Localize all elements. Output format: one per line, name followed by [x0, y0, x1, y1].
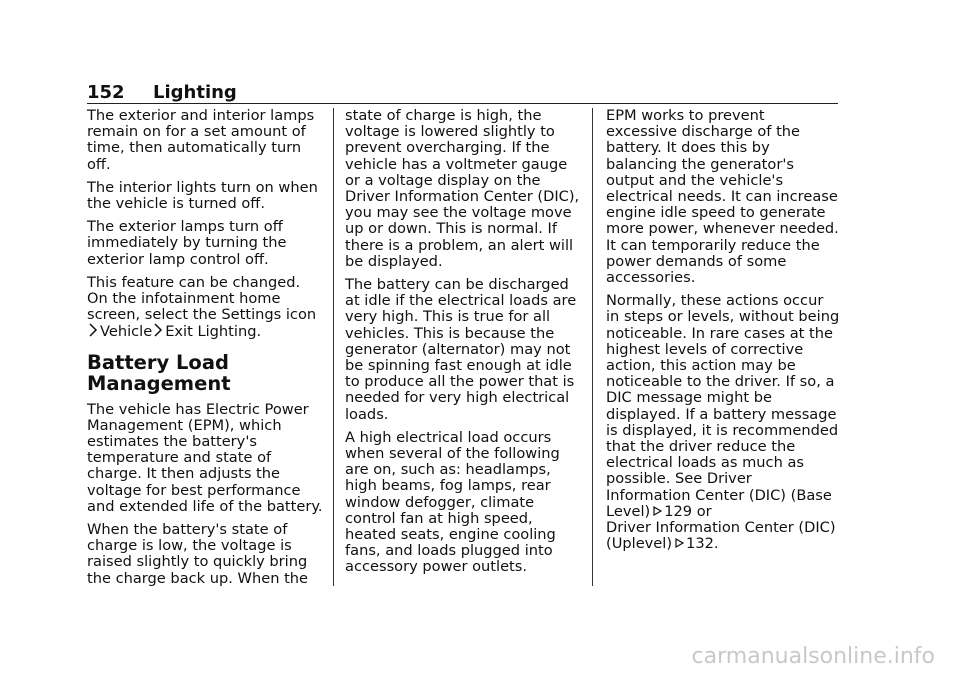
- paragraph: state of charge is high, the voltage is lowered slightly to prevent overcharging. If the vehicle has a voltmeter gauge or a voltage display on the Driver Information Center (DIC), you may see the voltage move up or down. This is normal. If there is a problem, an alert will be displayed.: [345, 107, 580, 270]
- section-title: Lighting: [153, 82, 237, 103]
- page-reference-icon: [675, 538, 684, 548]
- page-reference-icon: [653, 506, 662, 516]
- paragraph: The exterior lamps turn off immediately by turning the exterior lamp control off.: [87, 218, 287, 268]
- watermark: carmanualsonline.info: [691, 644, 935, 669]
- paragraph: When the battery's state of charge is low, the voltage is raised slightly to quickly bring the charge back up. When the: [87, 521, 309, 587]
- paragraph-text: This feature can be changed. On the infotainment home screen, select the Settings icon: [87, 273, 317, 324]
- page-number: 152: [87, 82, 125, 103]
- menu-path-exit-lighting: Exit Lighting.: [165, 323, 262, 341]
- chevron-right-icon: [153, 323, 163, 337]
- column-1: [87, 108, 325, 594]
- paragraph: EPM works to prevent excessive discharge of the battery. It does this by balancing the generator's output and the vehicle's electrical needs. It can increase engine idle speed to generate more power, whenever needed. It can temporarily reduce the power demands of some accessories.: [606, 107, 839, 287]
- paragraph: A high electrical load occurs when several of the following are on, such as: headlamps, high beams, fog lamps, rear window defogger, climate control fan at high speed, heated seats, engine cooling fans, and loads plugged into accessory power outlets.: [345, 428, 560, 576]
- paragraph: The vehicle has Electric Power Management (EPM), which estimates the battery's temperature and state of charge. It then adjusts the voltage for best performance and extended life of the battery.: [87, 400, 323, 515]
- column-divider: [592, 108, 593, 586]
- section-heading: Battery Load Management: [87, 350, 231, 395]
- header-rule: [87, 103, 838, 104]
- column-3: [606, 108, 840, 559]
- paragraph: The interior lights turn on when the vehicle is turned off.: [87, 178, 318, 213]
- menu-path-vehicle: Vehicle: [100, 323, 153, 341]
- paragraph: The exterior and interior lamps remain on for a set amount of time, then automatically turn off.: [87, 107, 315, 173]
- paragraph: [87, 275, 325, 341]
- paragraph-text: Normally, these actions occur in steps or levels, without being noticeable. In rare cases at the highest levels of corrective action, this action may be noticeable to the driver. If so, a DIC message might be displayed. If a battery message is displayed, it is recommended that the driver reduce the electrical loads as much as possible. See Driver Information Center (DIC) (Base Level): [606, 292, 840, 520]
- column-divider: [333, 108, 334, 586]
- page-reference-link[interactable]: 129 or: [664, 502, 712, 520]
- page-reference-link[interactable]: 132.: [686, 535, 719, 553]
- chevron-right-icon: [88, 323, 98, 337]
- paragraph: [606, 293, 840, 552]
- paragraph: The battery can be discharged at idle if the electrical loads are very high. This is true for all vehicles. This is because the generator (alternator) may not be spinning fast enough at idle to produce all the power that is needed for very high electrical loads.: [345, 276, 577, 423]
- cross-reference-text: Driver Information Center (DIC) (Uplevel): [606, 519, 836, 553]
- column-2: [345, 108, 583, 583]
